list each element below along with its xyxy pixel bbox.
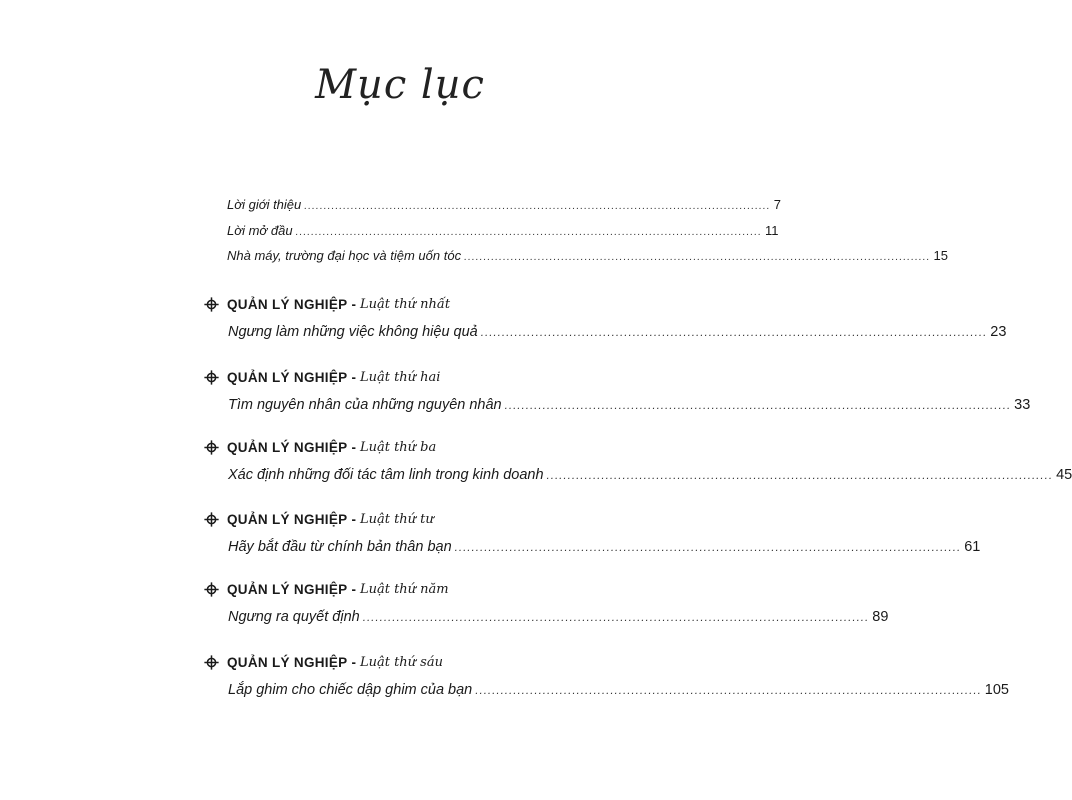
section-heading <box>204 293 584 315</box>
section-heading-text: QUẢN LÝ NGHIỆP <box>227 581 348 597</box>
leader-dots: ........................................................................................................................ <box>475 684 982 697</box>
leader-dots: ........................................................................................................................ <box>362 611 870 624</box>
toc-page-number: 15 <box>933 248 948 263</box>
section-heading <box>204 366 584 388</box>
section-heading-separator: - <box>351 296 356 312</box>
toc-entry[interactable] <box>228 324 1007 340</box>
toc-entry-label: Xác định những đối tác tâm linh trong kinh doanh <box>228 467 544 483</box>
section-subtitle: Luật thứ sáu <box>359 654 443 670</box>
toc-page-number: 61 <box>964 539 981 555</box>
compass-rose-icon <box>204 297 219 312</box>
section-subtitle: Luật thứ tư <box>359 511 434 527</box>
section-heading-separator: - <box>351 654 356 670</box>
section-heading <box>204 508 584 530</box>
section-heading-separator: - <box>351 369 356 385</box>
toc-entry-label: Tìm nguyên nhân của những nguyên nhân <box>228 397 502 413</box>
toc-entry[interactable] <box>228 397 1031 413</box>
toc-entry[interactable] <box>227 222 779 249</box>
section-heading-separator: - <box>351 511 356 527</box>
section-subtitle: Luật thứ hai <box>359 369 441 385</box>
toc-section <box>204 651 1009 698</box>
compass-rose-icon <box>204 370 219 385</box>
toc-entry-label: Hãy bắt đầu từ chính bản thân bạn <box>228 539 452 555</box>
toc-section <box>204 578 889 625</box>
section-subtitle: Luật thứ ba <box>359 439 437 455</box>
toc-section <box>204 436 1072 483</box>
section-heading-separator: - <box>351 581 356 597</box>
toc-page-number: 33 <box>1014 397 1031 413</box>
page-title: Mục lục <box>315 62 485 108</box>
section-heading <box>204 436 584 458</box>
section-heading <box>204 651 584 673</box>
section-heading-text: QUẢN LÝ NGHIỆP <box>227 511 348 527</box>
toc-page-number: 105 <box>984 682 1009 698</box>
section-heading-text: QUẢN LÝ NGHIỆP <box>227 369 348 385</box>
toc-entry-label: Lời mở đầu <box>227 222 293 238</box>
leader-dots: ........................................................................................................................ <box>304 201 771 212</box>
toc-entry[interactable] <box>227 197 781 223</box>
section-heading-text: QUẢN LÝ NGHIỆP <box>227 296 348 312</box>
toc-page-number: 45 <box>1056 467 1072 483</box>
compass-rose-icon <box>204 440 219 455</box>
toc-page-number: 11 <box>765 222 779 238</box>
section-subtitle: Luật thứ năm <box>359 581 449 597</box>
section-heading <box>204 578 584 600</box>
toc-entry[interactable] <box>228 609 889 625</box>
leader-dots: ........................................................................................................................ <box>295 226 763 238</box>
toc-entry[interactable] <box>228 539 981 555</box>
toc-section <box>204 366 1031 413</box>
section-heading-text: QUẢN LÝ NGHIỆP <box>227 439 348 455</box>
leader-dots: ........................................................................................................................ <box>546 469 1054 482</box>
toc-section <box>204 508 981 555</box>
toc-page-number: 23 <box>990 324 1007 340</box>
leader-dots: ........................................................................................................................ <box>464 252 931 263</box>
toc-entry[interactable] <box>228 682 1009 698</box>
section-heading-separator: - <box>351 439 356 455</box>
toc-section <box>204 293 1007 340</box>
intro-entries <box>227 197 948 274</box>
section-heading-text: QUẢN LÝ NGHIỆP <box>227 654 348 670</box>
toc-entry-label: Lời giới thiệu <box>227 197 302 212</box>
toc-page-number: 7 <box>773 197 781 212</box>
toc-page-number: 89 <box>872 609 889 625</box>
toc-entry[interactable] <box>227 248 948 274</box>
compass-rose-icon <box>204 582 219 597</box>
compass-rose-icon <box>204 512 219 527</box>
leader-dots: ........................................................................................................................ <box>480 326 988 339</box>
toc-entry-label: Nhà máy, trường đại học và tiệm uốn tóc <box>227 248 462 263</box>
toc-entry[interactable] <box>228 467 1072 483</box>
toc-entry-label: Lắp ghim cho chiếc dập ghim của bạn <box>228 682 473 698</box>
toc-entry-label: Ngưng làm những việc không hiệu quả <box>228 324 478 340</box>
leader-dots: ........................................................................................................................ <box>454 541 962 554</box>
leader-dots: ........................................................................................................................ <box>504 399 1012 412</box>
toc-entry-label: Ngưng ra quyết định <box>228 609 360 625</box>
compass-rose-icon <box>204 655 219 670</box>
section-subtitle: Luật thứ nhất <box>359 296 451 312</box>
